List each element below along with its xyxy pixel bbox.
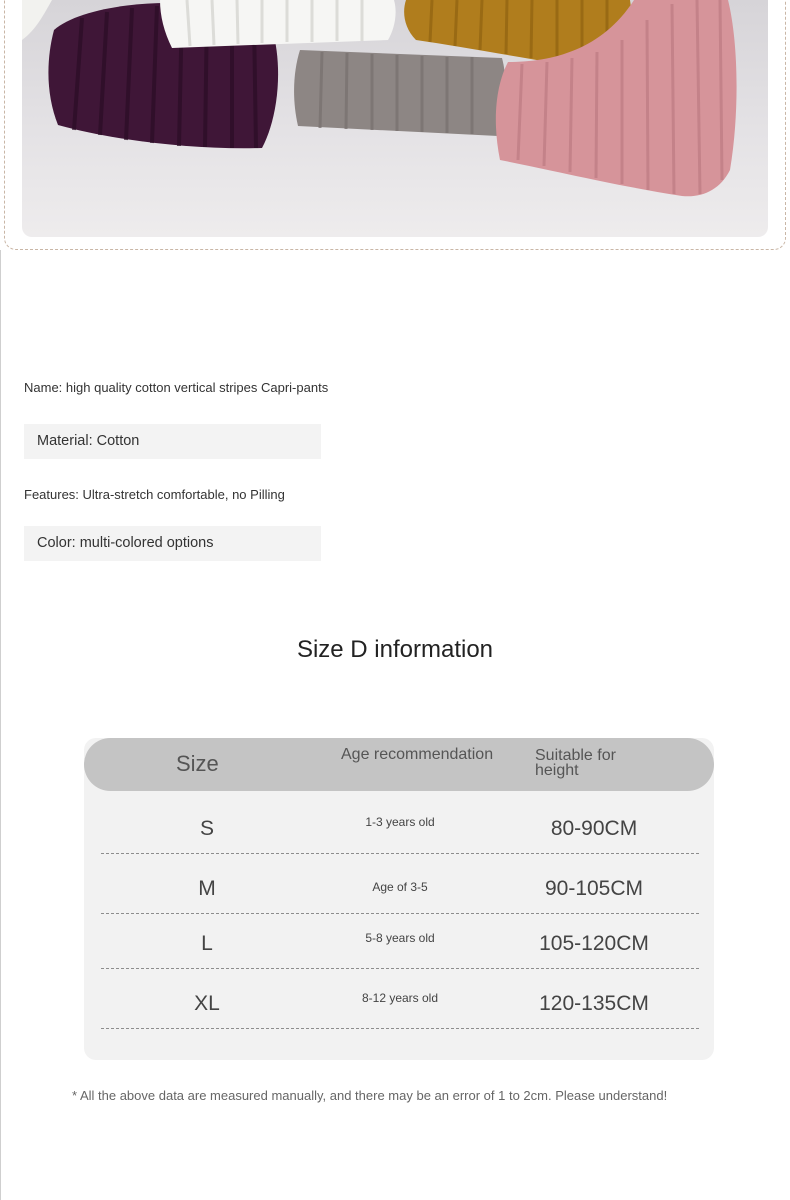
row-height: 120-135CM	[539, 992, 649, 1015]
size-section-title: Size D information	[296, 636, 494, 663]
row-size: XL	[194, 992, 220, 1015]
row-height: 90-105CM	[544, 877, 644, 900]
row-age: 8-12 years old	[361, 991, 439, 1005]
color-row: Color: multi-colored options	[24, 526, 321, 561]
header-age: Age recommendation	[341, 746, 494, 763]
header-size: Size	[176, 751, 219, 776]
page-edge-line	[0, 250, 1, 1200]
table-row	[84, 854, 714, 914]
size-table	[84, 738, 714, 1060]
row-size: M	[198, 877, 216, 900]
header-height	[535, 748, 645, 778]
row-size: S	[199, 817, 214, 840]
header-height-line2: height	[535, 762, 579, 779]
swatch-white	[160, 0, 396, 48]
swatch-grey	[294, 50, 505, 136]
table-row	[84, 914, 714, 969]
row-height: 105-120CM	[539, 932, 649, 955]
measurement-note: * All the above data are measured manually, and there may be an error of 1 to 2cm. Please understand!	[72, 1088, 668, 1103]
row-divider	[101, 1028, 699, 1029]
header-height-line1: Suitable for	[535, 747, 616, 764]
product-photo-graphic	[22, 0, 768, 237]
material-row: Material: Cotton	[24, 424, 321, 459]
row-size: L	[201, 932, 213, 955]
row-age: Age of 3-5	[372, 880, 428, 894]
row-age: 5-8 years old	[365, 931, 435, 945]
table-row	[84, 969, 714, 1029]
row-height: 80-90CM	[550, 817, 638, 840]
size-table-header	[84, 738, 714, 791]
product-photo	[22, 0, 768, 237]
row-age: 1-3 years old	[365, 815, 435, 829]
features-line: Features: Ultra-stretch comfortable, no Pilling	[24, 487, 285, 502]
product-name: Name: high quality cotton vertical stripes Capri-pants	[24, 380, 329, 395]
table-row	[84, 791, 714, 854]
